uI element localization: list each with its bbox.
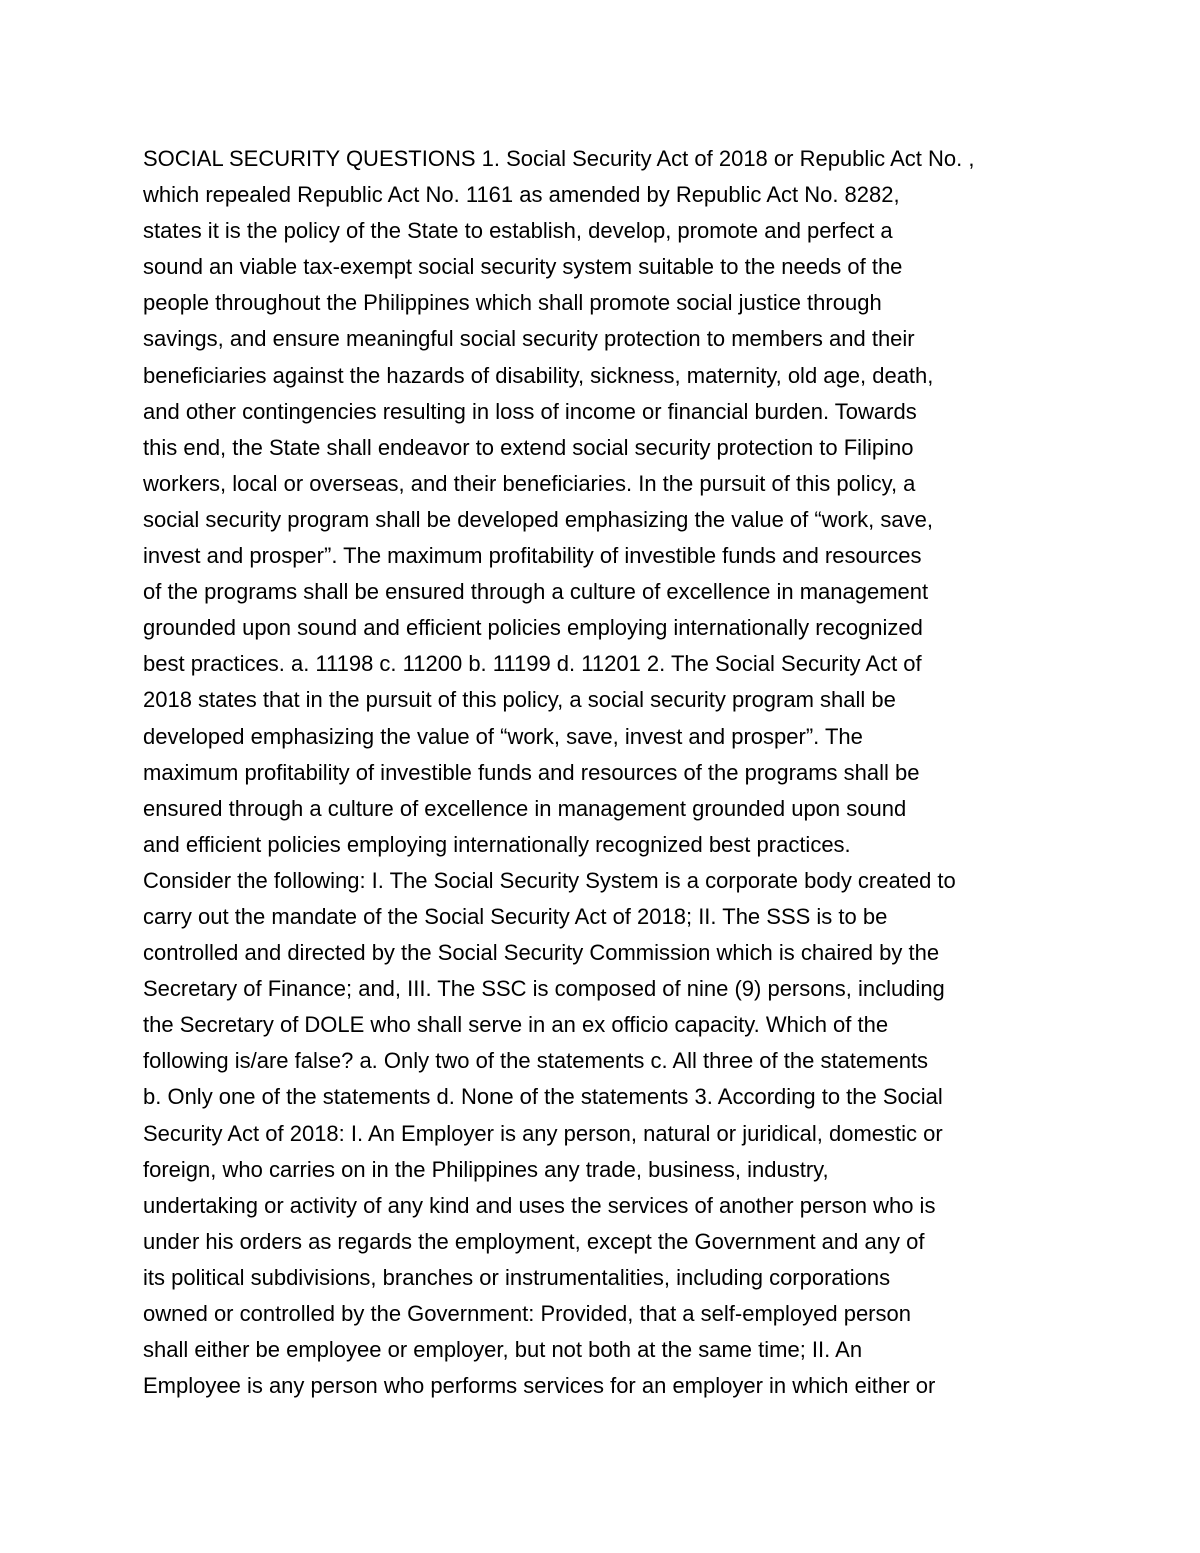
text-line: carry out the mandate of the Social Security Act of 2018; II. The SSS is to be: [143, 903, 888, 929]
text-line: foreign, who carries on in the Philippines any trade, business, industry,: [143, 1156, 829, 1182]
text-line: best practices. a. 11198 c. 11200 b. 11199 d. 11201 2. The Social Security Act of: [143, 651, 922, 677]
text-line: states it is the policy of the State to establish, develop, promote and perfect a: [143, 218, 893, 244]
text-line: shall either be employee or employer, but not both at the same time; II. An: [143, 1337, 863, 1363]
text-line: b. Only one of the statements d. None of the statements 3. According to the Social: [143, 1084, 943, 1110]
text-line: beneficiaries against the hazards of disability, sickness, maternity, old age, death,: [143, 362, 934, 388]
text-line: savings, and ensure meaningful social security protection to members and their: [143, 326, 915, 352]
document-body-text: [143, 141, 1063, 1404]
text-line: social security program shall be developed emphasizing the value of “work, save,: [143, 506, 933, 532]
text-line: 2018 states that in the pursuit of this policy, a social security program shall be: [143, 687, 896, 713]
text-line: under his orders as regards the employment, except the Government and any of: [143, 1228, 925, 1254]
text-line: this end, the State shall endeavor to extend social security protection to Filipino: [143, 434, 914, 460]
text-line: of the programs shall be ensured through a culture of excellence in management: [143, 579, 929, 605]
text-line: SOCIAL SECURITY QUESTIONS 1. Social Security Act of 2018 or Republic Act No. ,: [143, 146, 975, 171]
text-line: ensured through a culture of excellence in management grounded upon sound: [143, 795, 907, 821]
text-line: the Secretary of DOLE who shall serve in an ex officio capacity. Which of the: [143, 1012, 889, 1038]
text-line: sound an viable tax-exempt social security system suitable to the needs of the: [143, 254, 903, 280]
text-line: Secretary of Finance; and, III. The SSC is composed of nine (9) persons, including: [143, 976, 945, 1002]
text-line: developed emphasizing the value of “work, save, invest and prosper”. The: [143, 723, 863, 749]
text-line: controlled and directed by the Social Security Commission which is chaired by the: [143, 940, 940, 966]
text-line: undertaking or activity of any kind and uses the services of another person who is: [143, 1192, 936, 1218]
text-line: owned or controlled by the Government: Provided, that a self-employed person: [143, 1301, 911, 1326]
text-line: Security Act of 2018: I. An Employer is any person, natural or juridical, domestic or: [143, 1120, 943, 1146]
text-line: people throughout the Philippines which shall promote social justice through: [143, 290, 882, 316]
text-line: grounded upon sound and efficient policies employing internationally recognized: [143, 615, 923, 641]
text-line: which repealed Republic Act No. 1161 as amended by Republic Act No. 8282,: [143, 182, 900, 208]
text-line: workers, local or overseas, and their beneficiaries. In the pursuit of this policy, a: [143, 470, 916, 496]
text-line: invest and prosper”. The maximum profitability of investible funds and resources: [143, 543, 922, 569]
text-line: and efficient policies employing internationally recognized best practices.: [143, 831, 851, 857]
text-line: its political subdivisions, branches or instrumentalities, including corporations: [143, 1264, 891, 1290]
text-line: maximum profitability of investible funds and resources of the programs shall be: [143, 759, 920, 785]
text-line: Consider the following: I. The Social Security System is a corporate body created to: [143, 867, 956, 893]
text-line: and other contingencies resulting in loss of income or financial burden. Towards: [143, 398, 917, 424]
text-line: following is/are false? a. Only two of the statements c. All three of the statements: [143, 1048, 929, 1074]
text-line: Employee is any person who performs services for an employer in which either or: [143, 1373, 936, 1399]
